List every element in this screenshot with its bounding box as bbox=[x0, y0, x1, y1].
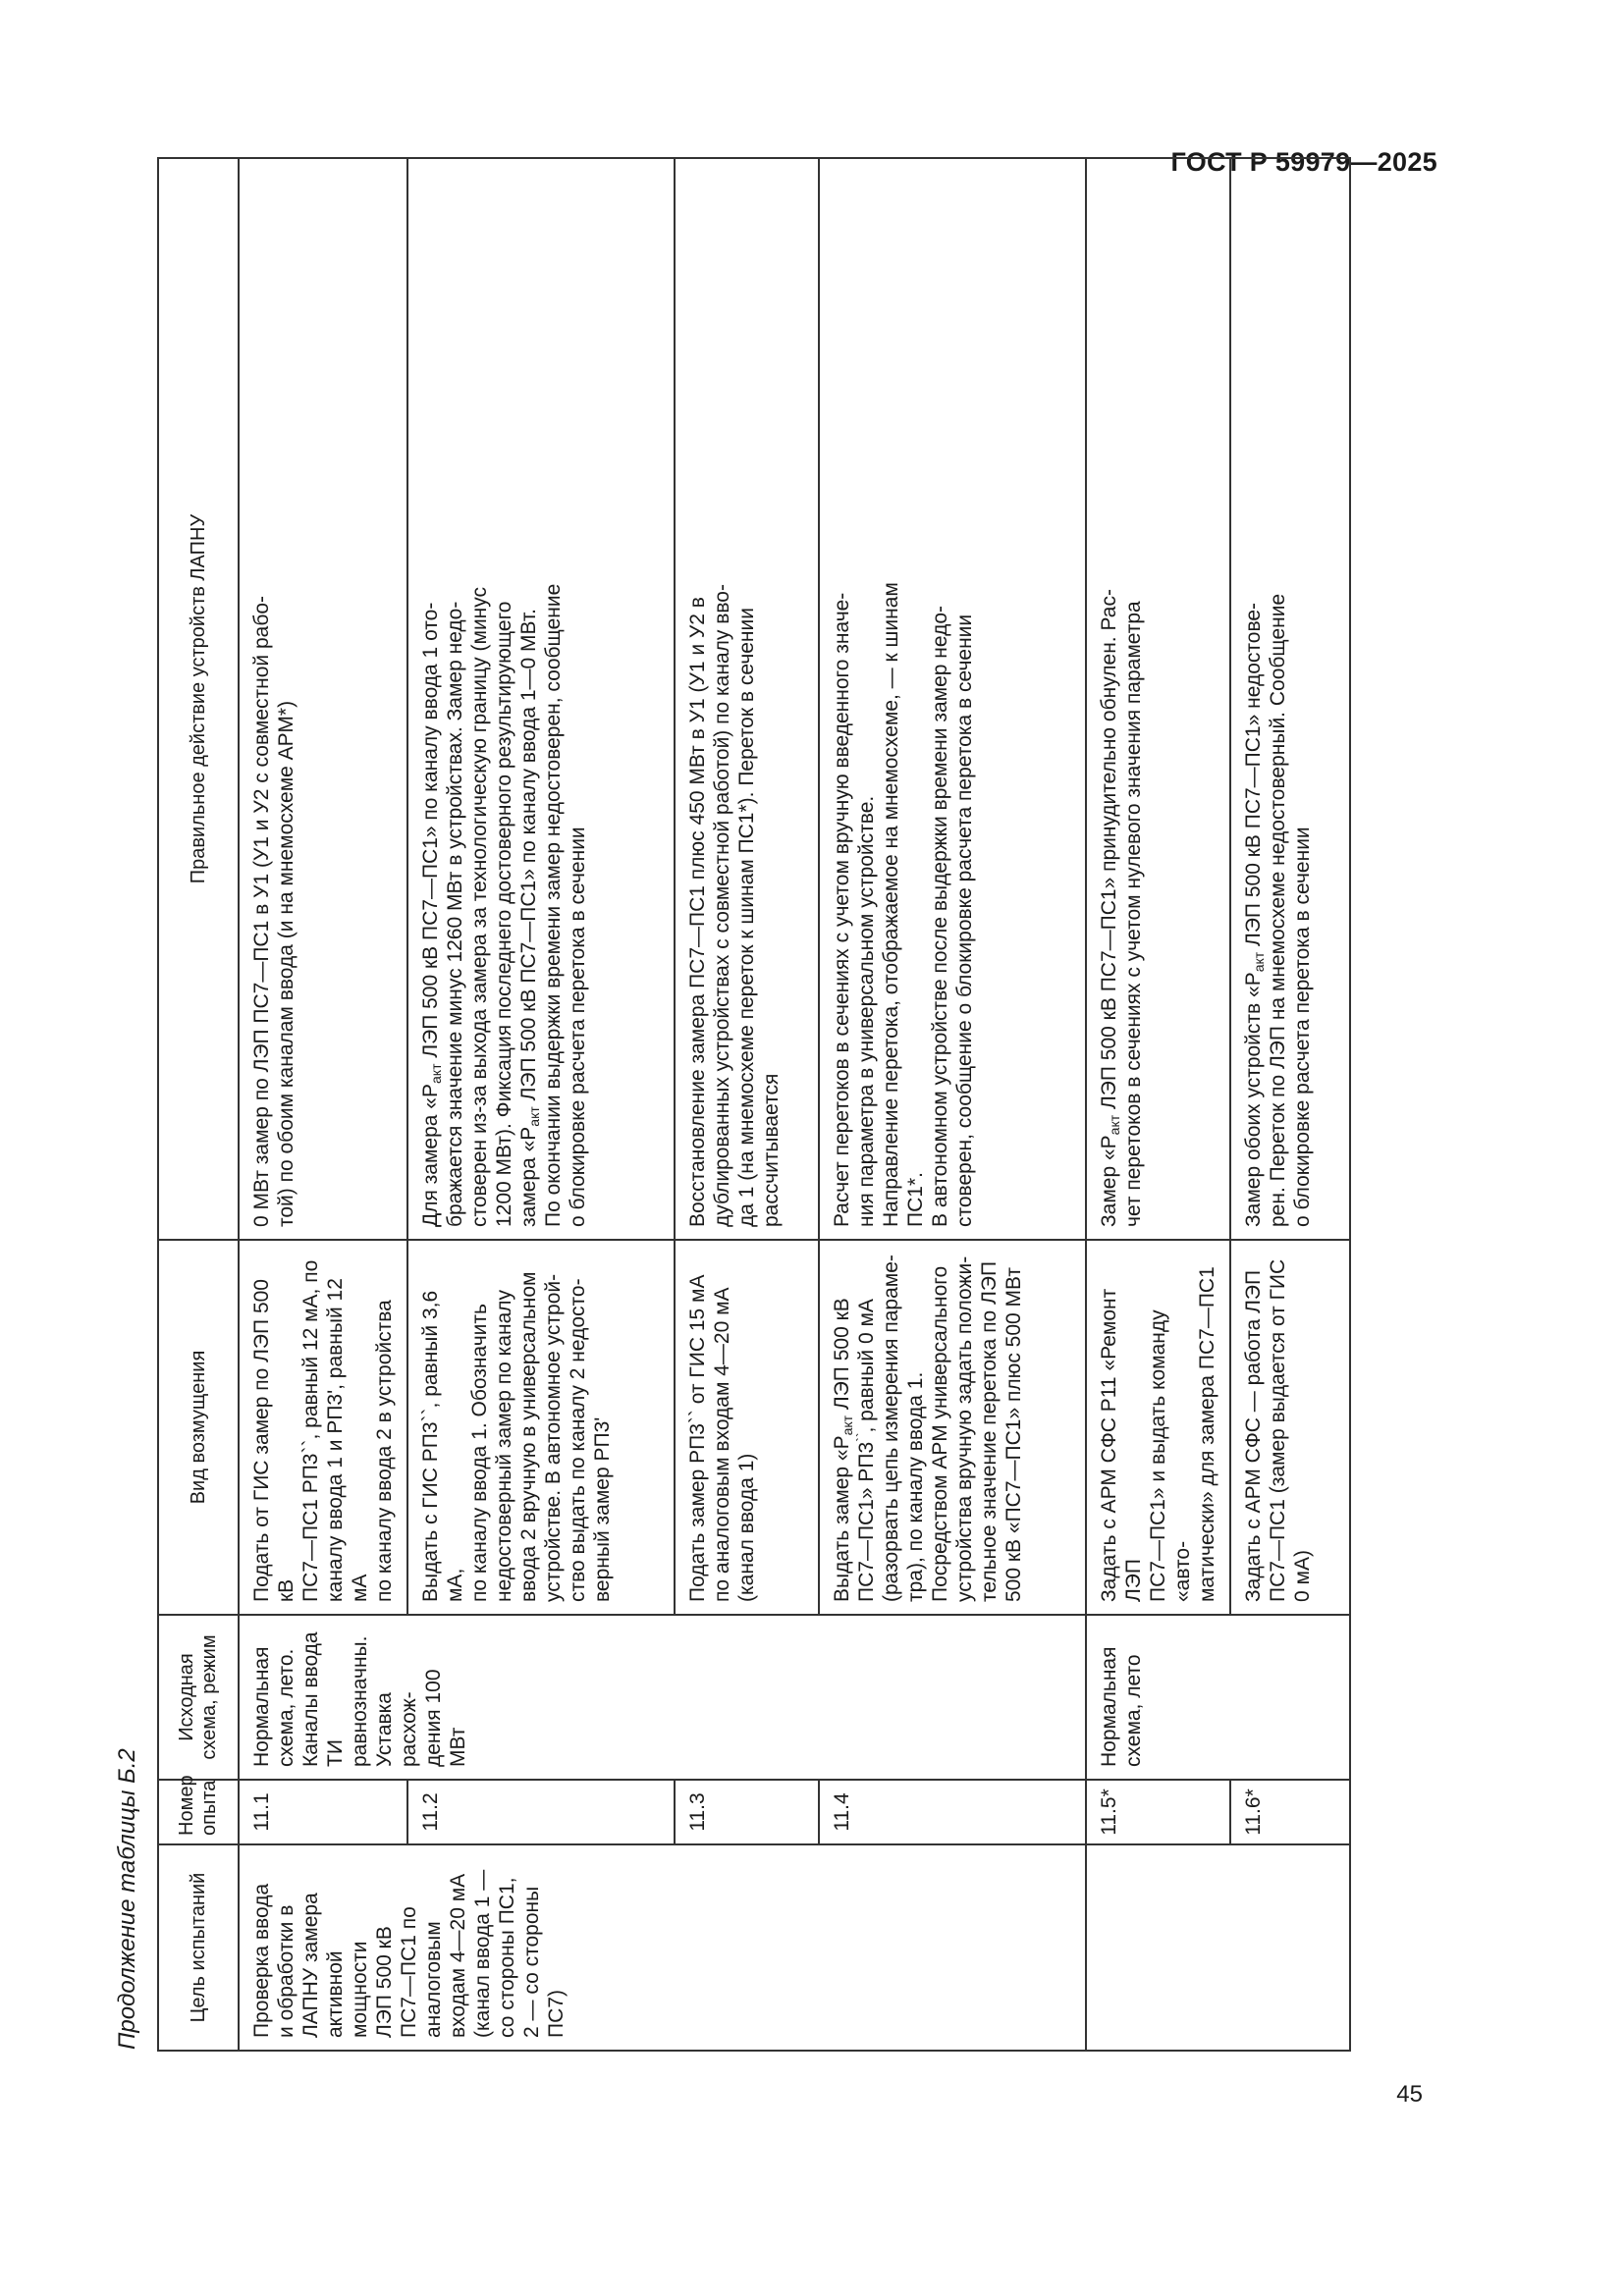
disturbance-line: Подать от ГИС замер по ЛЭП 500 кВ bbox=[250, 1279, 298, 1602]
subscript: акт bbox=[1251, 951, 1267, 973]
scheme-line: Каналы ввода ТИ bbox=[299, 1631, 347, 1767]
disturbance-line: 500 кВ «ПС7—ПС1» плюс 500 МВт bbox=[1002, 1267, 1025, 1602]
action-text: замера «P bbox=[517, 1126, 540, 1227]
header-scheme: Исходная схема, режим bbox=[158, 1615, 239, 1780]
test-number: 11.3 bbox=[675, 1780, 819, 1844]
action-line bbox=[418, 171, 443, 1227]
action-cell bbox=[1086, 158, 1230, 1240]
goal-cell-empty bbox=[1086, 1844, 1350, 2051]
disturbance-line: ввода 2 вручную в универсальном bbox=[517, 1271, 540, 1602]
disturbance-line: ство выдать по каналу 2 недосто- bbox=[567, 1278, 589, 1602]
action-line: о блокировке расчета перетока в сечении bbox=[567, 827, 589, 1227]
disturbance-line: устройства вручную задать положи- bbox=[953, 1255, 976, 1602]
disturbance-line: по каналу ввода 2 в устройства bbox=[373, 1300, 396, 1602]
header-action: Правильное действие устройств ЛАПНУ bbox=[158, 158, 239, 1240]
test-table bbox=[157, 157, 1351, 2052]
scheme-line: дения 100 МВт bbox=[422, 1669, 469, 1767]
disturbance-line: Выдать с ГИС РП3``, равный 3,6 мА, bbox=[419, 1290, 466, 1602]
action-line: о блокировке расчета перетока в сечении bbox=[1291, 827, 1314, 1227]
test-number: 11.4 bbox=[819, 1780, 1086, 1844]
goal-line: (канал ввода 1 — bbox=[471, 1869, 494, 2038]
action-line: В автономном устройстве после выдержки времени замер недо- bbox=[929, 605, 951, 1227]
test-number: 11.2 bbox=[407, 1780, 675, 1844]
disturbance-line: 0 мА) bbox=[1291, 1550, 1314, 1602]
goal-line: 2 — со стороны bbox=[520, 1886, 543, 2038]
disturbance-line: ПС7—ПС1 РП3``, равный 12 мА, по bbox=[299, 1259, 322, 1602]
disturbance-line bbox=[830, 1253, 854, 1602]
page-number: 45 bbox=[1396, 2081, 1423, 2108]
disturbance-line: по каналу ввода 1. Обозначить bbox=[468, 1304, 491, 1602]
disturbance-line: Посредством АРМ универсального bbox=[929, 1265, 951, 1602]
test-number: 11.6* bbox=[1230, 1780, 1350, 1844]
goal-line: ПС7) bbox=[545, 1990, 568, 2038]
goal-line: входам 4—20 мА bbox=[447, 1873, 469, 2038]
disturbance-text: Выдать замер «P bbox=[831, 1435, 853, 1602]
action-line: 1200 МВт). Фиксация последнего достоверного результирующего bbox=[493, 601, 515, 1227]
disturbance-line: тра), по каналу ввода 1. bbox=[904, 1371, 927, 1602]
action-text: ЛЭП 500 кВ ПС7—ПС1» недостове- bbox=[1242, 602, 1265, 952]
scheme-line: Нормальная bbox=[250, 1646, 273, 1767]
header-number: Номер опыта bbox=[158, 1780, 239, 1844]
subscript: акт bbox=[1107, 1114, 1122, 1136]
scheme-line: Нормальная bbox=[1098, 1646, 1120, 1767]
disturbance-line bbox=[854, 1253, 879, 1602]
disturbance-text: ЛЭП 500 кВ bbox=[831, 1298, 853, 1415]
goal-line: активной bbox=[324, 1950, 347, 2038]
action-line: дублированных устройствах с совместной работой) по каналу вво- bbox=[711, 584, 733, 1227]
table-caption: Продолжение таблицы Б.2 bbox=[114, 1748, 140, 2050]
action-line: чет перетоков в сечениях с учетом нулевого значения параметра bbox=[1122, 601, 1145, 1227]
goal-line: ПС7—ПС1 по bbox=[398, 1906, 420, 2038]
action-line: стоверен, сообщение о блокировке расчета перетока в сечении bbox=[953, 614, 976, 1227]
action-line: той) по обоим каналам ввода (и на мнемосхеме АРМ*) bbox=[275, 700, 298, 1227]
table-header-row bbox=[158, 158, 239, 2051]
scheme-cell-a bbox=[239, 1615, 1086, 1780]
action-line: Расчет перетоков в сечениях с учетом вручную введенного значе- bbox=[831, 592, 853, 1227]
disturbance-cell bbox=[819, 1240, 1086, 1615]
action-line bbox=[1097, 171, 1121, 1227]
test-number: 11.5* bbox=[1086, 1780, 1230, 1844]
action-line: Направление перетока, отображаемое на мнемосхеме, — к шинам bbox=[880, 582, 902, 1227]
scheme-cell-b bbox=[1086, 1615, 1350, 1780]
action-line: стоверен из-за выхода замера за технологическую границу (минус bbox=[468, 586, 491, 1227]
disturbance-line: устройстве. В автономное устрой- bbox=[542, 1273, 565, 1602]
action-text: Замер обоих устройств «P bbox=[1242, 972, 1265, 1227]
action-line bbox=[516, 171, 541, 1227]
disturbance-line: ПС7—ПС1» и выдать команду «авто- bbox=[1147, 1309, 1194, 1602]
goal-line: мощности bbox=[349, 1941, 371, 2038]
action-line: рассчитывается bbox=[760, 1073, 783, 1227]
action-line: да 1 (на мнемосхеме переток к шинам ПС1*). Переток в сечении bbox=[735, 608, 758, 1227]
disturbance-line: Задать с АРМ СФС Р11 «Ремонт ЛЭП bbox=[1098, 1288, 1145, 1602]
table-row bbox=[239, 158, 407, 2051]
subscript: акт bbox=[526, 1106, 542, 1127]
header-disturbance: Вид возмущения bbox=[158, 1240, 239, 1615]
action-line: 0 МВт замер по ЛЭП ПС7—ПС1 в У1 (У1 и У2 с совместной рабо- bbox=[250, 595, 273, 1227]
subscript: акт bbox=[428, 1063, 444, 1084]
action-line: По окончании выдержки времени замер недостоверен, сообщение bbox=[542, 583, 565, 1227]
superscript: `` bbox=[853, 1432, 869, 1442]
disturbance-cell bbox=[1230, 1240, 1350, 1615]
goal-cell bbox=[239, 1844, 1086, 2051]
disturbance-cell bbox=[675, 1240, 819, 1615]
goal-line: Проверка ввода bbox=[250, 1883, 273, 2038]
disturbance-cell bbox=[407, 1240, 675, 1615]
action-line: ПС1*. bbox=[904, 1172, 927, 1227]
rotated-table-container bbox=[113, 157, 1384, 2052]
action-cell bbox=[675, 158, 819, 1240]
action-line bbox=[1241, 171, 1266, 1227]
disturbance-text: ПС7—ПС1» РП3 bbox=[855, 1441, 878, 1602]
disturbance-line: Подать замер РП3`` от ГИС 15 мА bbox=[686, 1274, 709, 1602]
disturbance-line: верный замер РП3' bbox=[591, 1416, 614, 1602]
header-goal: Цель испытаний bbox=[158, 1844, 239, 2051]
goal-line: и обработки в bbox=[275, 1904, 298, 2038]
action-text: ЛЭП 500 кВ ПС7—ПС1» по каналу ввода 1 ото- bbox=[419, 602, 442, 1064]
test-number: 11.1 bbox=[239, 1780, 407, 1844]
goal-line: аналоговым bbox=[422, 1921, 445, 2038]
action-text: Замер «P bbox=[1098, 1135, 1120, 1227]
action-line: бражается значение минус 1260 МВт в устройствах. Замер недо- bbox=[444, 601, 466, 1227]
subscript: акт bbox=[839, 1415, 855, 1436]
disturbance-line: Задать с АРМ СФС — работа ЛЭП bbox=[1242, 1269, 1265, 1602]
disturbance-line: матически» для замера ПС7—ПС1 bbox=[1196, 1266, 1218, 1602]
disturbance-cell bbox=[1086, 1240, 1230, 1615]
goal-line: ЛЭП 500 кВ bbox=[373, 1926, 396, 2038]
disturbance-line: каналу ввода 1 и РП3', равный 12 мА bbox=[324, 1278, 371, 1602]
disturbance-line: по аналоговым входам 4—20 мА bbox=[711, 1287, 733, 1602]
action-cell bbox=[407, 158, 675, 1240]
scheme-line: Уставка расхож- bbox=[373, 1691, 420, 1767]
action-text: Для замера «P bbox=[419, 1084, 442, 1227]
scheme-line: схема, лето. bbox=[275, 1648, 298, 1767]
action-text: ЛЭП 500 кВ ПС7—ПС1» по каналу ввода 1—0 МВт. bbox=[517, 609, 540, 1107]
action-line: ния параметра в универсальном устройстве. bbox=[855, 795, 878, 1227]
disturbance-line: (разорвать цепь измерения параме- bbox=[880, 1255, 902, 1602]
disturbance-line: тельное значение перетока по ЛЭП bbox=[978, 1260, 1001, 1602]
disturbance-line: недостоверный замер по каналу bbox=[493, 1289, 515, 1602]
goal-line: со стороны ПС1, bbox=[496, 1877, 518, 2038]
action-cell bbox=[239, 158, 407, 1240]
standard-designation: ГОСТ Р 59979—2025 bbox=[1170, 147, 1437, 177]
action-line: рен. Переток по ЛЭП на мнемосхеме недостоверный. Сообщение bbox=[1267, 593, 1289, 1227]
action-line: Восстановление замера ПС7—ПС1 плюс 450 МВт в У1 (У1 и У2 в bbox=[686, 597, 709, 1227]
disturbance-line: (канал ввода 1) bbox=[735, 1453, 758, 1602]
action-cell bbox=[1230, 158, 1350, 1240]
action-text: ЛЭП 500 кВ ПС7—ПС1» принудительно обнулен. Рас- bbox=[1098, 589, 1120, 1115]
disturbance-line: ПС7—ПС1 (замер выдается от ГИС bbox=[1267, 1258, 1289, 1602]
scheme-line: схема, лето bbox=[1122, 1654, 1145, 1767]
action-cell bbox=[819, 158, 1086, 1240]
scheme-line: равнозначны. bbox=[349, 1635, 371, 1767]
table-row bbox=[1086, 158, 1230, 2051]
disturbance-cell bbox=[239, 1240, 407, 1615]
disturbance-text: , равный 0 мА bbox=[855, 1299, 878, 1433]
goal-line: ЛАПНУ замера bbox=[299, 1893, 322, 2038]
